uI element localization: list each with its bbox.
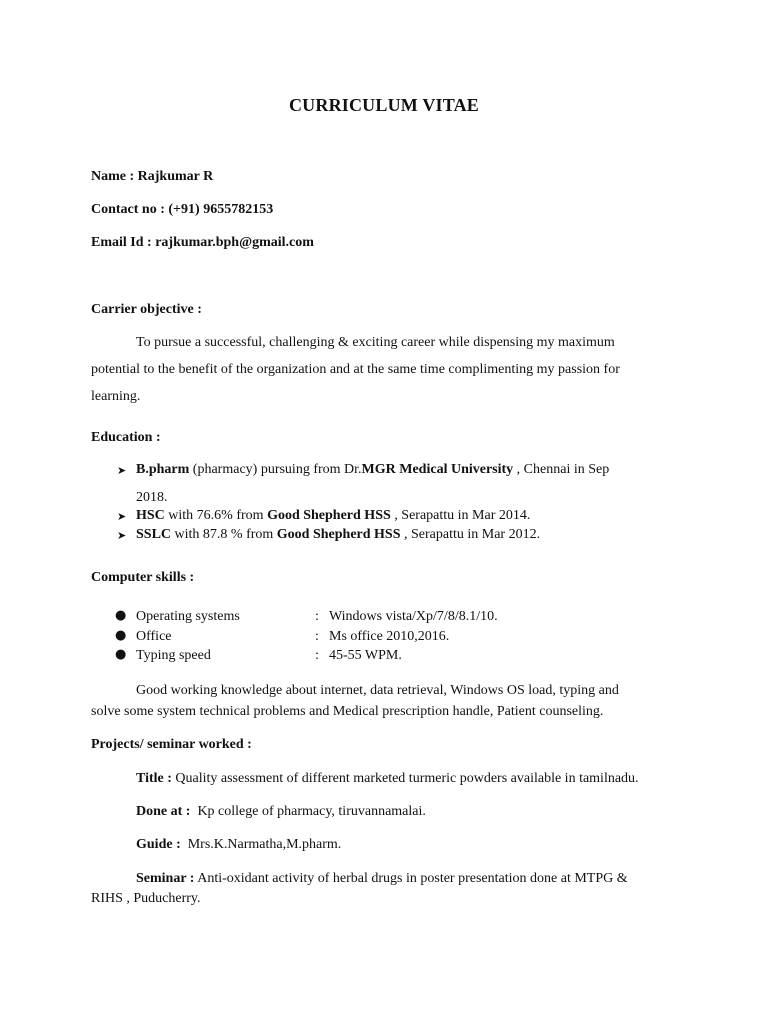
skills-heading: Computer skills :	[91, 570, 195, 585]
dot-bullet-icon: ●	[115, 628, 127, 643]
email-value: rajkumar.bph@gmail.com	[155, 235, 314, 250]
skill-value: 45-55 WPM.	[329, 648, 402, 663]
skill-value: Windows vista/Xp/7/8/8.1/10.	[329, 609, 498, 624]
arrow-bullet-icon: ➤	[117, 464, 127, 477]
email-line	[91, 234, 314, 252]
document-title: CURRICULUM VITAE	[288, 95, 480, 115]
objective-heading: Carrier objective :	[91, 302, 202, 317]
education-item	[136, 526, 540, 544]
education-degree: HSC	[136, 508, 165, 523]
education-institution: MGR Medical University	[361, 462, 514, 477]
project-guide-value: Mrs.K.Narmatha,M.pharm.	[187, 837, 342, 852]
project-guide-line	[136, 836, 341, 854]
education-item	[136, 507, 530, 525]
objective-line-3: learning.	[91, 389, 141, 404]
project-title-label: Title :	[136, 771, 172, 786]
dot-bullet-icon: ●	[115, 608, 127, 623]
education-degree: SSLC	[136, 527, 172, 542]
projects-heading: Projects/ seminar worked :	[91, 737, 252, 752]
education-institution: Good Shepherd HSS	[267, 508, 391, 523]
seminar-value: Anti-oxidant activity of herbal drugs in poster presentation done at MTPG &	[197, 871, 628, 886]
skill-label: Office	[136, 629, 172, 644]
seminar-line	[136, 870, 628, 888]
skill-separator: :	[315, 648, 319, 663]
education-item-continued: 2018.	[136, 490, 168, 505]
skill-value: Ms office 2010,2016.	[329, 629, 450, 644]
skill-separator: :	[315, 629, 319, 644]
knowledge-line-2: solve some system technical problems and Medical prescription handle, Patient counseling.	[91, 704, 604, 719]
dot-bullet-icon: ●	[115, 647, 127, 662]
arrow-bullet-icon: ➤	[117, 529, 127, 542]
project-done-at-line	[136, 803, 426, 821]
contact-label: Contact no :	[91, 202, 165, 217]
skill-separator: :	[315, 609, 319, 624]
education-degree: B.pharm	[136, 462, 190, 477]
skill-label: Operating systems	[136, 609, 240, 624]
education-detail: (pharmacy) pursuing from Dr.	[189, 462, 362, 477]
education-heading: Education :	[91, 430, 161, 445]
project-done-at-label: Done at :	[136, 804, 191, 819]
email-label: Email Id :	[91, 235, 152, 250]
education-detail-end: , Chennai in Sep	[513, 462, 610, 477]
education-detail-end: , Serapattu in Mar 2014.	[390, 508, 531, 523]
seminar-line-continued: RIHS , Puducherry.	[91, 891, 201, 906]
education-item	[136, 461, 609, 479]
project-title-line	[136, 770, 639, 788]
project-title-value: Quality assessment of different marketed turmeric powders available in tamilnadu.	[175, 771, 639, 786]
project-done-at-value: Kp college of pharmacy, tiruvannamalai.	[197, 804, 426, 819]
education-detail: with 76.6% from	[164, 508, 268, 523]
education-institution: Good Shepherd HSS	[276, 527, 401, 542]
name-line	[91, 168, 213, 186]
contact-line	[91, 201, 273, 219]
education-detail-end: , Serapattu in Mar 2012.	[400, 527, 541, 542]
objective-line-2: potential to the benefit of the organization and at the same time complimenting my passion for	[91, 362, 620, 377]
contact-value: (+91) 9655782153	[168, 202, 274, 217]
objective-line-1: To pursue a successful, challenging & exciting career while dispensing my maximum	[136, 335, 615, 350]
name-label: Name :	[91, 169, 135, 184]
project-guide-label: Guide :	[136, 837, 181, 852]
education-detail: with 87.8 % from	[171, 527, 277, 542]
arrow-bullet-icon: ➤	[117, 510, 127, 523]
knowledge-line-1: Good working knowledge about internet, data retrieval, Windows OS load, typing and	[136, 683, 619, 698]
skill-label: Typing speed	[136, 648, 211, 663]
seminar-label: Seminar :	[136, 871, 195, 886]
name-value: Rajkumar R	[137, 169, 214, 184]
